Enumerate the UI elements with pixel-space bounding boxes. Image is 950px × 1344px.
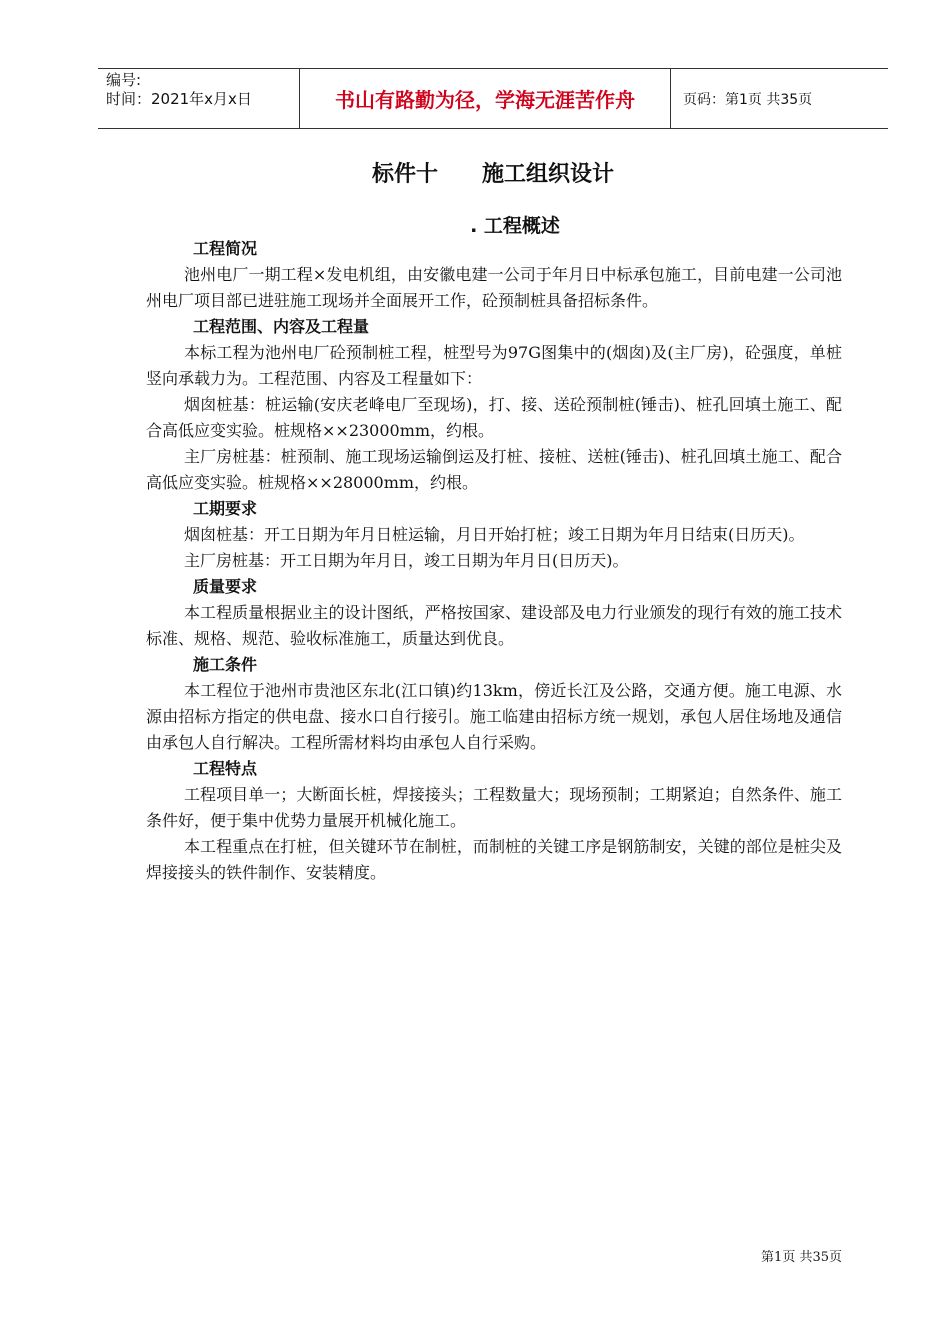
paragraph: 主厂房桩基：桩预制、施工现场运输倒运及打桩、接桩、送桩(锤击)、桩孔回填土施工、配合高低应变实验。桩规格××28000mm，约根。 [146, 447, 842, 492]
paragraph: 本工程位于池州市贵池区东北(江口镇)约13km，傍近长江及公路，交通方便。施工电源、水源由招标方指定的供电盘、接水口自行接引。施工临建由招标方统一规划，承包人居住场地及通信由承包人自行解决。工程所需材料均由承包人自行采购。 [146, 681, 842, 752]
paragraph: 本工程重点在打桩，但关键环节在制桩，而制桩的关键工序是钢筋制安，关键的部位是桩尖及焊接接头的铁件制作、安装精度。 [146, 837, 842, 882]
section-heading: 工程特点 [193, 759, 258, 778]
section [146, 756, 842, 886]
section [146, 496, 842, 574]
header-motto: 书山有路勤为径，学海无涯苦作舟 [300, 69, 671, 128]
document-number-label: 编号: [106, 71, 142, 89]
paragraph: 主厂房桩基：开工日期为年月日，竣工日期为年月日(日历天)。 [184, 551, 629, 570]
section [146, 236, 842, 314]
document-date: 时间：2021年x月x日 [106, 90, 252, 108]
section-heading: 工期要求 [193, 499, 258, 518]
paragraph: 本工程质量根据业主的设计图纸，严格按国家、建设部及电力行业颁发的现行有效的施工技术标准、规格、规范、验收标准施工，质量达到优良。 [146, 603, 842, 648]
section-heading: 施工条件 [193, 655, 258, 674]
document-title: 标件十 施工组织设计 [371, 162, 614, 187]
paragraph: 工程项目单一；大断面长桩，焊接接头；工程数量大；现场预制；工期紧迫；自然条件、施工条件好，便于集中优势力量展开机械化施工。 [146, 785, 842, 830]
section-heading: 工程简况 [193, 239, 258, 258]
document-body [146, 236, 842, 886]
paragraph: 本标工程为池州电厂砼预制桩工程，桩型号为97G图集中的(烟囱)及(主厂房)，砼强度，单桩竖向承载力为。工程范围、内容及工程量如下： [146, 343, 842, 388]
paragraph: 烟囱桩基：开工日期为年月日桩运输，月日开始打桩；竣工日期为年月日结束(日历天)。 [184, 525, 805, 544]
section-heading: 质量要求 [193, 577, 258, 596]
paragraph: 池州电厂一期工程×发电机组，由安徽电建一公司于年月日中标承包施工，目前电建一公司池州电厂项目部已进驻施工现场并全面展开工作，砼预制桩具备招标条件。 [146, 265, 842, 310]
section [146, 652, 842, 756]
section-title: . 工程概述 [470, 215, 560, 237]
section [146, 574, 842, 652]
section-heading: 工程范围、内容及工程量 [193, 317, 370, 336]
header-meta [98, 69, 300, 128]
page-footer: 第1页 共35页 [761, 1250, 842, 1265]
paragraph: 烟囱桩基：桩运输(安庆老峰电厂至现场)，打、接、送砼预制桩(锤击)、桩孔回填土施工、配合高低应变实验。桩规格××23000mm，约根。 [146, 395, 842, 440]
section [146, 314, 842, 496]
header-page-number: 页码：第1页 共35页 [683, 91, 813, 108]
page-header [98, 68, 888, 129]
